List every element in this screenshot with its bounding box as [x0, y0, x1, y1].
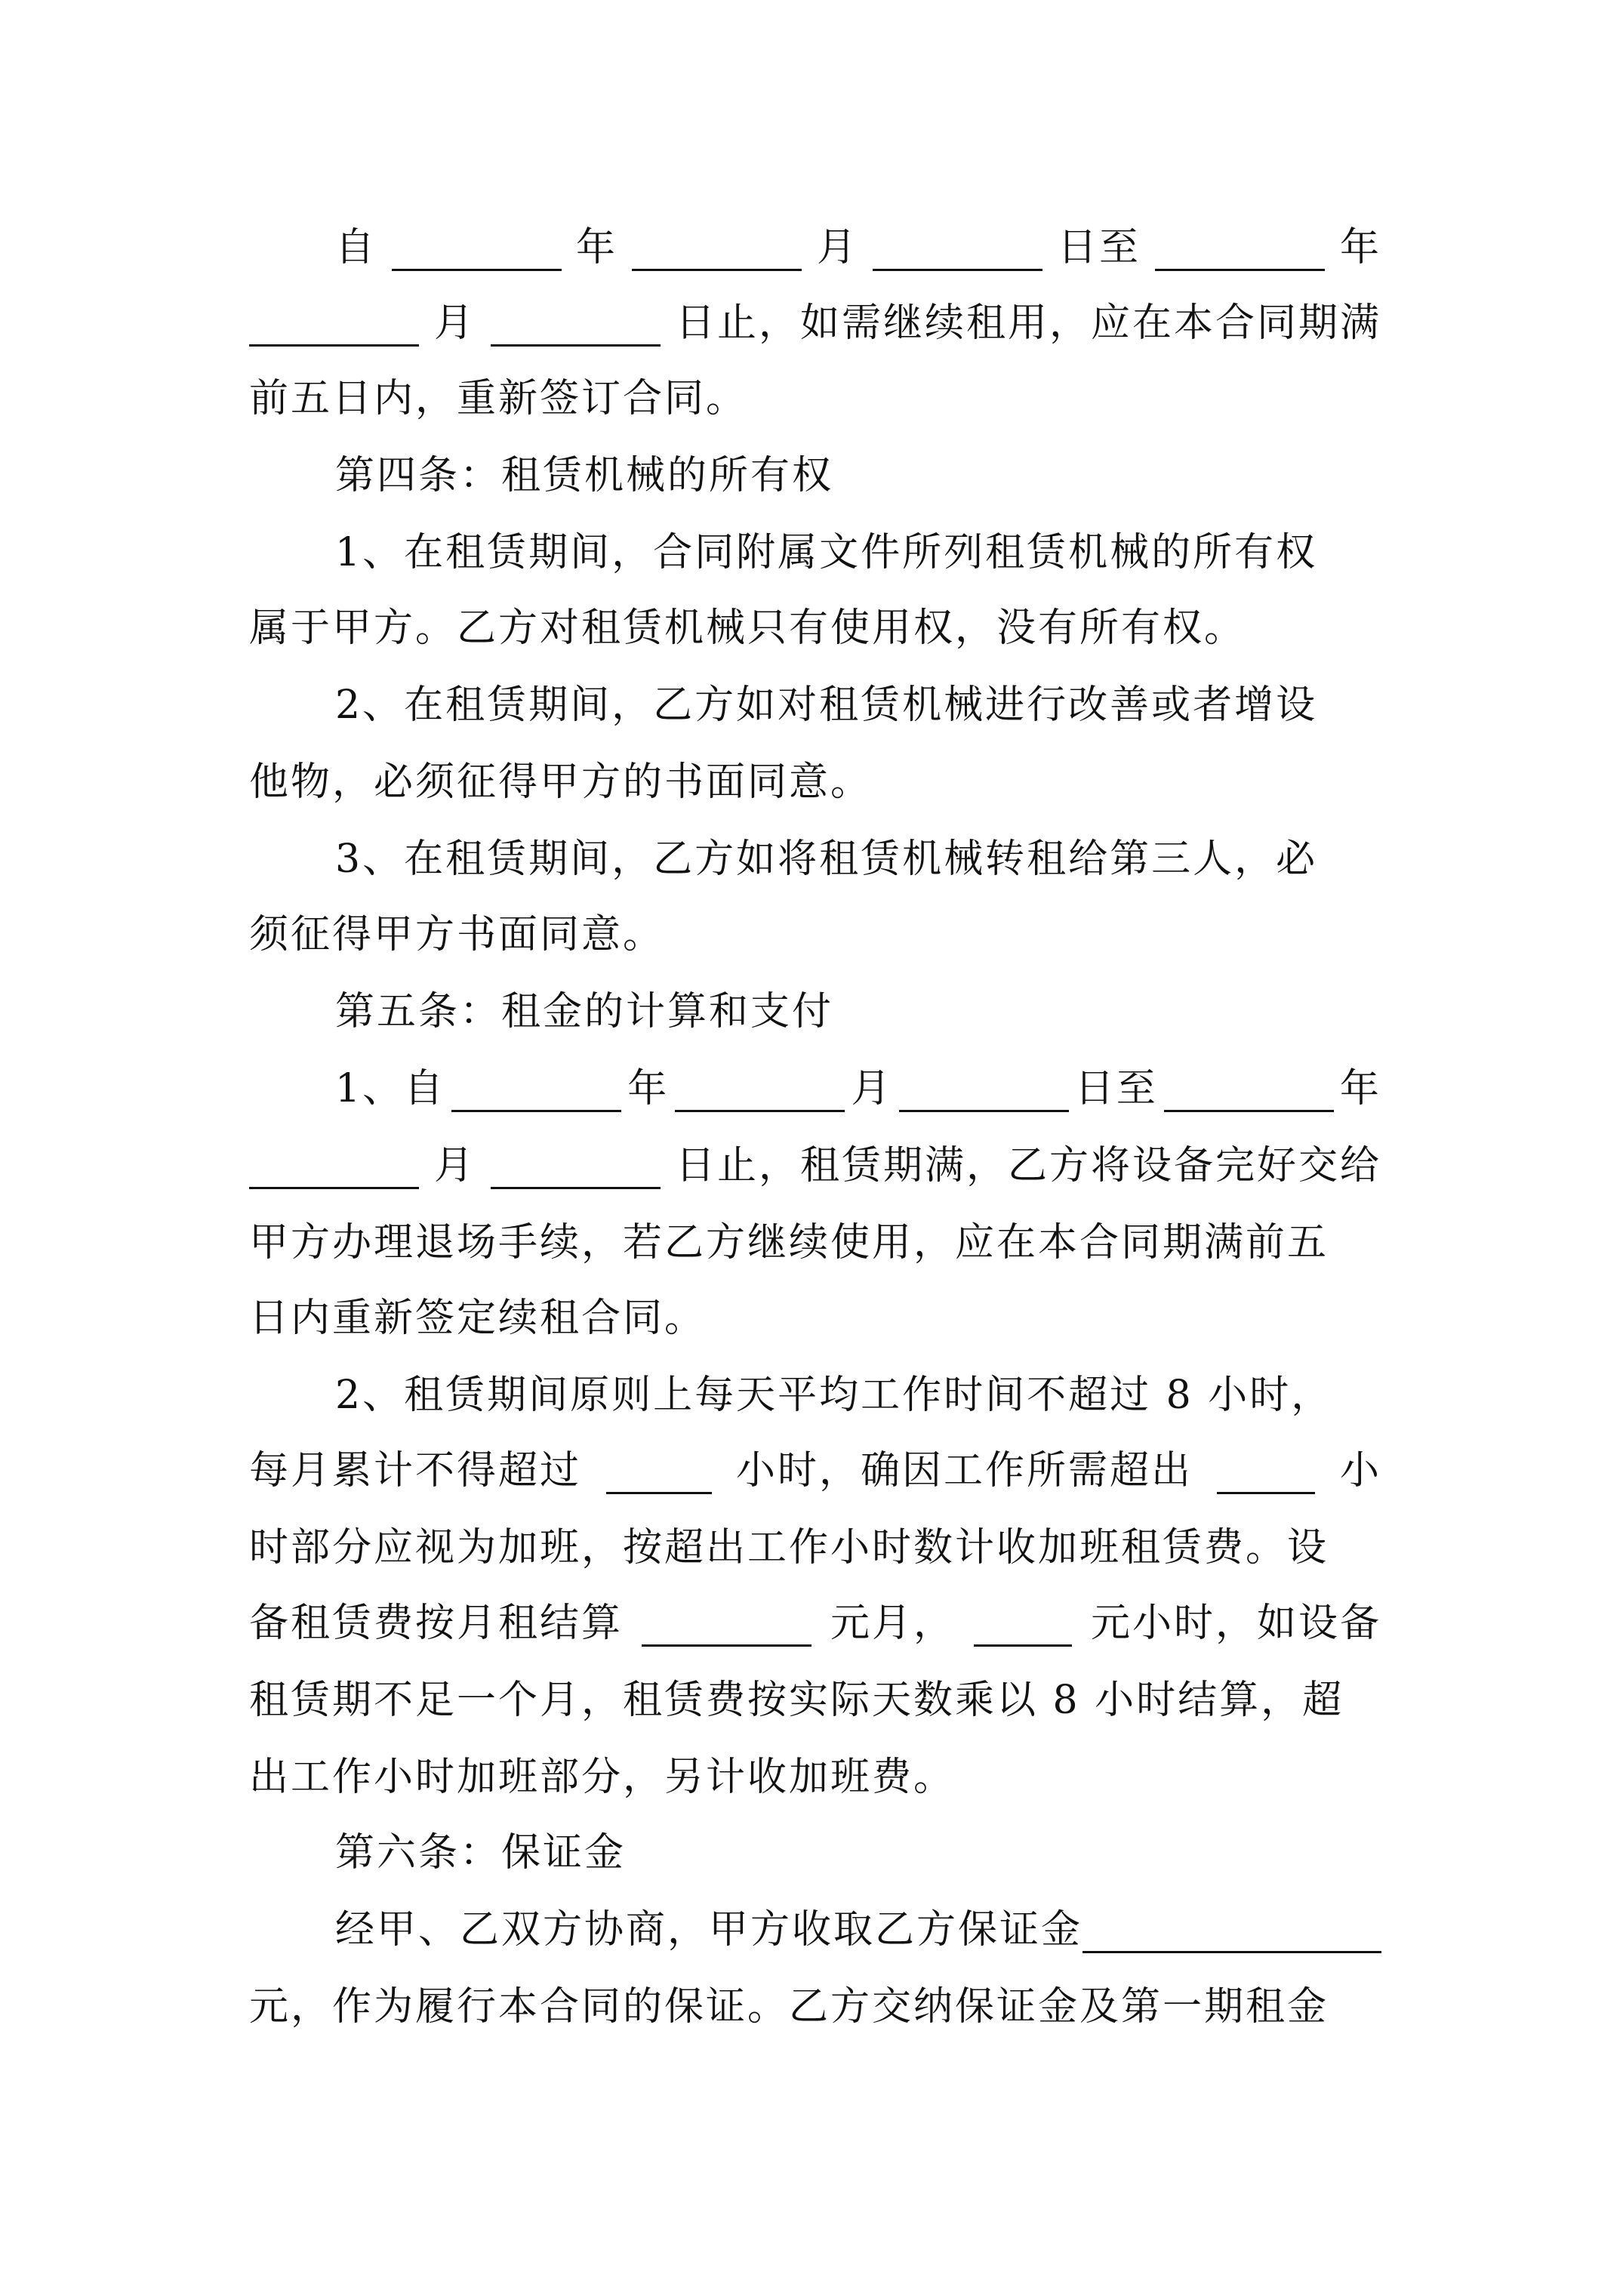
text-exceed: 小时，确因工作所需超出: [735, 1448, 1193, 1493]
blank-start-year[interactable]: [392, 225, 562, 271]
paragraph-line: 租赁期不足一个月，租赁费按实际天数乘以 8 小时结算，超: [249, 1678, 1344, 1723]
blank-end-year[interactable]: [1155, 225, 1325, 271]
article-6-heading: 第六条：保证金: [335, 1830, 627, 1875]
text-yuan-hour: 元小时，如设备: [1090, 1601, 1381, 1646]
lease-period-line-1: [335, 210, 1381, 285]
text-year-2: 年: [1339, 225, 1381, 270]
text-year: 年: [627, 1066, 670, 1111]
paragraph-line: 甲方办理退场手续，若乙方继续使用，应在本合同期满前五: [249, 1220, 1329, 1265]
blank-rent-end-year[interactable]: [1164, 1066, 1334, 1112]
text-from: 自: [335, 225, 377, 270]
deposit-line: [335, 1892, 1381, 1968]
text-year: 年: [575, 225, 617, 270]
paragraph-line: 3、在租赁期间，乙方如将租赁机械转租给第三人，必: [335, 837, 1318, 882]
blank-start-month[interactable]: [632, 225, 802, 271]
blank-monthly-hours[interactable]: [606, 1448, 712, 1494]
blank-start-day[interactable]: [873, 225, 1042, 271]
article-5-heading: 第五条：租金的计算和支付: [335, 989, 834, 1034]
paragraph-line: 时部分应视为加班，按超出工作小时数计收加班租赁费。设: [249, 1525, 1329, 1570]
paragraph-line: 元，作为履行本合同的保证。乙方交纳保证金及第一期租金: [249, 1984, 1329, 2029]
paragraph-line: 日内重新签定续租合同。: [249, 1296, 707, 1341]
paragraph-line: 他物，必须征得甲方的书面同意。: [249, 760, 873, 805]
blank-rent-start-year[interactable]: [451, 1066, 621, 1112]
article-4-heading: 第四条：租赁机械的所有权: [335, 453, 834, 498]
text-item-1-from: 1、自: [335, 1066, 446, 1111]
blank-rent-end-month[interactable]: [249, 1143, 419, 1189]
text-month: 月: [851, 1066, 893, 1111]
blank-deposit-amount[interactable]: [1083, 1907, 1381, 1953]
text-month-2: 月: [433, 1143, 476, 1188]
paragraph-line: 出工作小时加班部分，另计收加班费。: [249, 1755, 956, 1800]
text-month: 月: [816, 225, 858, 270]
blank-rent-start-day[interactable]: [899, 1066, 1069, 1112]
blank-end-day[interactable]: [491, 300, 661, 347]
paragraph-line: 1、在租赁期间，合同附属文件所列租赁机械的所有权: [335, 530, 1318, 575]
lease-period-line-2: [249, 285, 1381, 361]
rent-period-line-1: [335, 1051, 1381, 1126]
text-year-2: 年: [1339, 1066, 1381, 1111]
text-yuan-month: 元月，: [830, 1601, 955, 1646]
blank-monthly-rent[interactable]: [642, 1601, 812, 1647]
rent-fee-line: [249, 1586, 1381, 1661]
blank-end-month[interactable]: [249, 300, 419, 347]
rent-period-line-2: [249, 1128, 1381, 1203]
text-renewal: 日止，如需继续租用，应在本合同期满: [675, 300, 1381, 346]
blank-exceed-hours[interactable]: [1217, 1448, 1315, 1494]
paragraph-line: 2、租赁期间原则上每天平均工作时间不超过 8 小时，: [335, 1373, 1333, 1418]
text-deposit: 经甲、乙双方协商，甲方收取乙方保证金: [335, 1907, 1083, 1952]
blank-rent-end-day[interactable]: [491, 1143, 661, 1189]
text-small: 小: [1339, 1448, 1381, 1493]
paragraph-line: 属于甲方。乙方对租赁机械只有使用权，没有所有权。: [249, 606, 1246, 651]
text-return: 日止，租赁期满，乙方将设备完好交给: [675, 1143, 1381, 1188]
text-month-2: 月: [433, 300, 476, 346]
blank-hourly-rent[interactable]: [974, 1601, 1072, 1647]
paragraph-line: 2、在租赁期间，乙方如对租赁机械进行改善或者增设: [335, 683, 1318, 728]
paragraph-line: 须征得甲方书面同意。: [249, 912, 665, 957]
text-monthly-rent: 备租赁费按月租结算: [249, 1601, 624, 1646]
text-day-to: 日至: [1057, 225, 1141, 270]
paragraph-line: 前五日内，重新签订合同。: [249, 376, 748, 421]
working-hours-line: [249, 1433, 1381, 1509]
text-monthly-limit: 每月累计不得超过: [249, 1448, 582, 1493]
text-day-to: 日至: [1074, 1066, 1158, 1111]
blank-rent-start-month[interactable]: [675, 1066, 845, 1112]
